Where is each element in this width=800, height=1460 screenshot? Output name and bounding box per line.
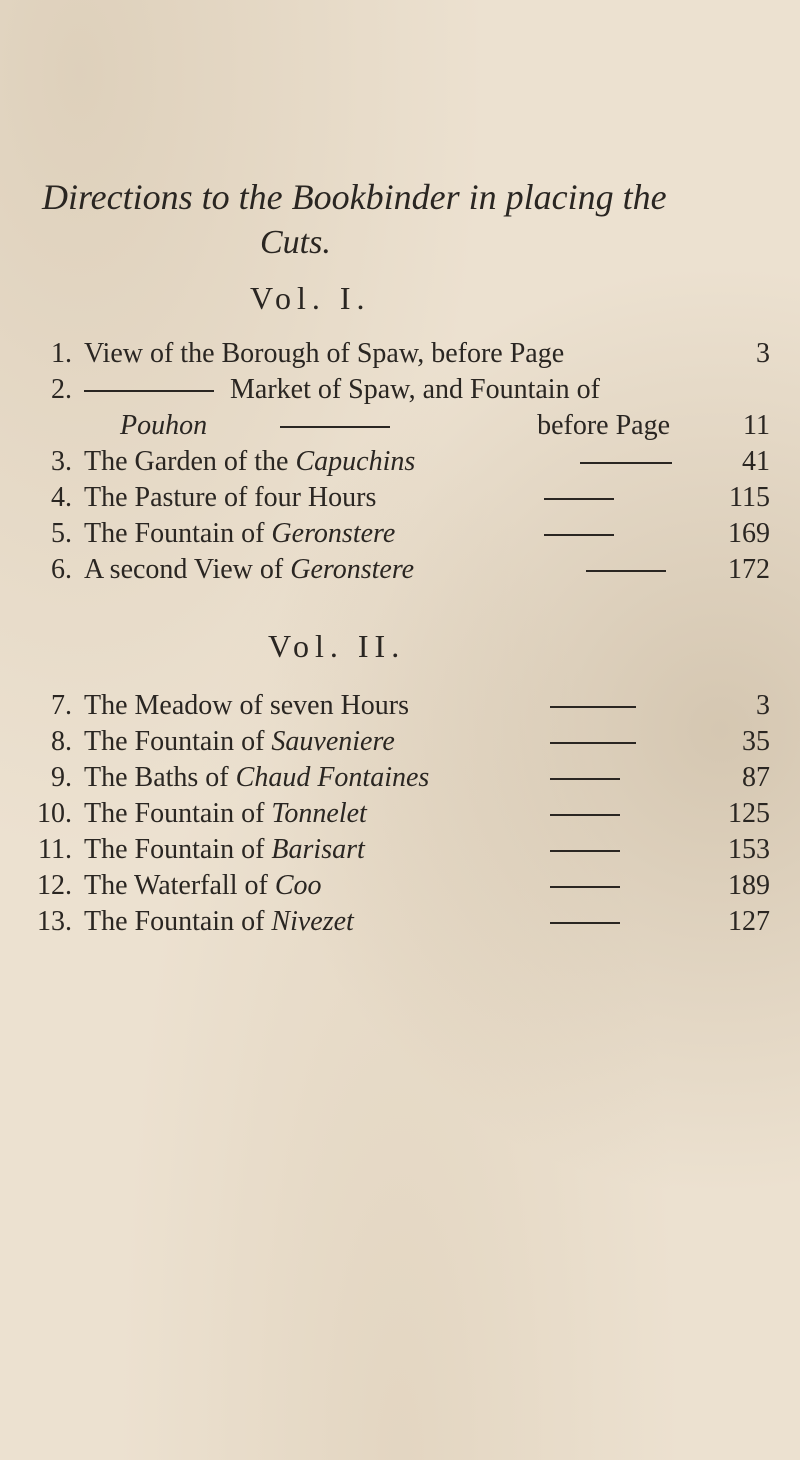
entry-number: 10. [37,798,72,829]
entry-number: 11. [38,834,72,865]
leader-dash [586,570,666,572]
leader-dash [550,886,620,888]
list-item [20,904,790,940]
entry-title: The Fountain of Tonnelet [84,798,367,829]
list-item [20,480,790,516]
entry-number: 9. [51,762,72,793]
entry-title: The Fountain of Nivezet [84,906,354,937]
list-item [20,832,790,868]
entry-number: 4. [51,482,72,513]
list-item [20,796,790,832]
entry-page: 172 [728,554,770,585]
list-item [20,760,790,796]
entry-title: The Meadow of seven Hours [84,690,410,721]
volume-2-label: Vol. II. [268,628,406,664]
leader-dash [550,778,620,780]
entry-number: 12. [37,870,72,901]
entry-number: 6. [51,554,72,585]
list-item [20,724,790,760]
entry-page: 169 [728,518,770,549]
entry-title: The Fountain of Sauveniere [84,726,395,757]
entry-page: 41 [742,446,770,477]
leader-dash [550,742,636,744]
leader-dash [544,534,614,536]
entry-title: The Fountain of Barisart [84,834,365,865]
entry-page: 35 [742,726,770,757]
list-item [20,868,790,904]
entry-title: The Waterfall of Coo [84,870,322,901]
list-item [20,552,790,588]
entry-title: View of the Borough of Spaw, before Page [84,338,565,369]
list-item [20,336,790,372]
entry-title: A second View of Geronstere [84,554,415,585]
entry-title: The Fountain of Geronstere [84,518,396,549]
list-item [20,688,790,724]
entry-number: 7. [51,690,72,721]
entry-page: 153 [728,834,770,865]
leader-dash [550,814,620,816]
list-item [20,372,790,408]
list-item [20,516,790,552]
entry-page: 11 [743,410,770,441]
entry-title: The Baths of Chaud Fontaines [84,762,430,793]
entry-number: 1. [51,338,72,369]
page-heading-continuation: Cuts. [260,224,331,261]
entry-title: Market of Spaw, and Fountain of [230,374,600,405]
entry-page: 3 [756,338,770,369]
entry-page: 125 [728,798,770,829]
leader-dash [550,850,620,852]
leader-dash [544,498,614,500]
entry-number: 5. [51,518,72,549]
entry-page: 3 [756,690,770,721]
leader-dash [580,462,672,464]
page-heading: Directions to the Bookbinder in placing the [42,177,667,217]
volume-1-label: Vol. I. [250,280,371,316]
entry-page: 127 [728,906,770,937]
list-item-continuation [120,408,790,444]
entry-page: 87 [742,762,770,793]
entry-number: 2. [51,374,72,405]
leader-dash [280,426,390,428]
entry-title: The Garden of the Capuchins [84,446,416,477]
entry-suffix: before Page [537,410,670,441]
entry-page: 189 [728,870,770,901]
entry-title-continuation: Pouhon [120,410,208,441]
entry-number: 3. [51,446,72,477]
entry-number: 8. [51,726,72,757]
entry-number: 13. [37,906,72,937]
list-item [20,444,790,480]
leader-dash [550,922,620,924]
entry-title: The Pasture of four Hours [84,482,377,513]
leader-dash [550,706,636,708]
entry-page: 115 [729,482,770,513]
leader-dash [84,390,214,392]
